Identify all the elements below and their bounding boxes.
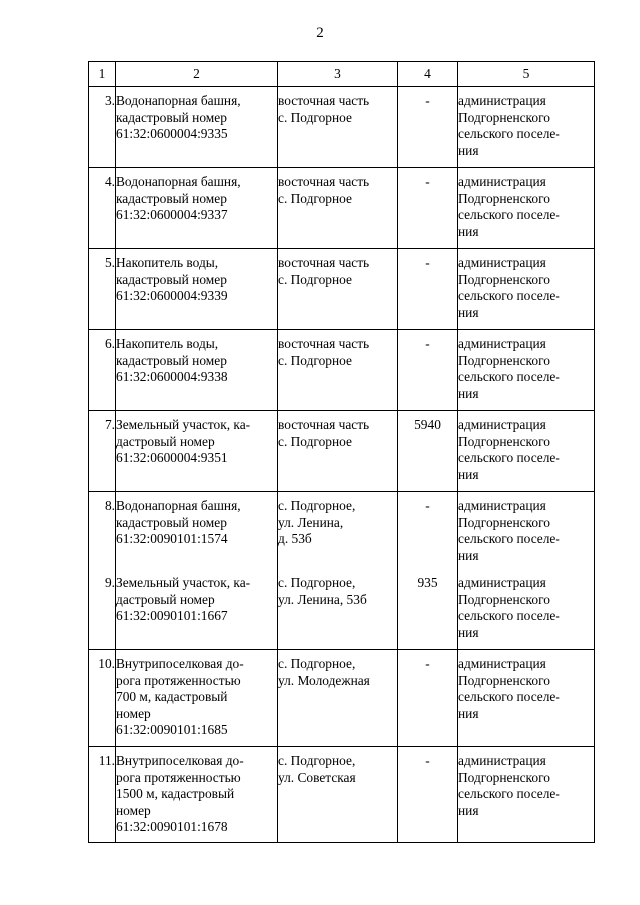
object-area: - <box>398 492 458 570</box>
row-number: 6. <box>89 330 116 411</box>
object-name: Внутрипоселковая до- рога протяженностью 700 м, кадастровый номер 61:32:0090101:1685 <box>116 650 278 747</box>
object-owner: администрация Подгорненского сельского поселе- ния <box>458 249 595 330</box>
object-location: восточная часть с. Подгорное <box>278 330 398 411</box>
object-area: - <box>398 168 458 249</box>
property-table <box>88 61 595 843</box>
row-number: 4. <box>89 168 116 249</box>
row-number: 10. <box>89 650 116 747</box>
row-number: 9. <box>89 569 116 650</box>
object-owner: администрация Подгорненского сельского поселе- ния <box>458 411 595 492</box>
column-header-2: 2 <box>116 62 278 87</box>
object-area: - <box>398 87 458 168</box>
object-name: Земельный участок, ка- дастровый номер 61:32:0600004:9351 <box>116 411 278 492</box>
object-name: Земельный участок, ка- дастровый номер 61:32:0090101:1667 <box>116 569 278 650</box>
object-owner: администрация Подгорненского сельского поселе- ния <box>458 747 595 843</box>
row-number: 5. <box>89 249 116 330</box>
table-row <box>89 747 595 843</box>
table-row <box>89 569 595 650</box>
column-header-5: 5 <box>458 62 595 87</box>
object-location: восточная часть с. Подгорное <box>278 249 398 330</box>
object-area: 935 <box>398 569 458 650</box>
object-owner: администрация Подгорненского сельского поселе- ния <box>458 569 595 650</box>
object-location: с. Подгорное, ул. Ленина, 53б <box>278 569 398 650</box>
object-name: Накопитель воды, кадастровый номер 61:32:0600004:9338 <box>116 330 278 411</box>
table-row <box>89 330 595 411</box>
table-row <box>89 87 595 168</box>
table-row <box>89 411 595 492</box>
object-area: - <box>398 650 458 747</box>
row-number: 8. <box>89 492 116 570</box>
object-location: восточная часть с. Подгорное <box>278 411 398 492</box>
object-name: Водонапорная башня, кадастровый номер 61:32:0600004:9337 <box>116 168 278 249</box>
object-location: с. Подгорное, ул. Ленина, д. 53б <box>278 492 398 570</box>
object-owner: администрация Подгорненского сельского поселе- ния <box>458 650 595 747</box>
object-location: восточная часть с. Подгорное <box>278 168 398 249</box>
object-owner: администрация Подгорненского сельского поселе- ния <box>458 492 595 570</box>
object-area: 5940 <box>398 411 458 492</box>
object-area: - <box>398 747 458 843</box>
object-location: с. Подгорное, ул. Молодежная <box>278 650 398 747</box>
row-number: 11. <box>89 747 116 843</box>
row-number: 7. <box>89 411 116 492</box>
object-location: с. Подгорное, ул. Советская <box>278 747 398 843</box>
object-owner: администрация Подгорненского сельского поселе- ния <box>458 87 595 168</box>
column-header-1: 1 <box>89 62 116 87</box>
object-location: восточная часть с. Подгорное <box>278 87 398 168</box>
object-owner: администрация Подгорненского сельского поселе- ния <box>458 168 595 249</box>
object-name: Внутрипоселковая до- рога протяженностью 1500 м, кадастровый номер 61:32:0090101:1678 <box>116 747 278 843</box>
column-header-4: 4 <box>398 62 458 87</box>
table-header-row <box>89 62 595 87</box>
row-number: 3. <box>89 87 116 168</box>
table-row <box>89 492 595 570</box>
object-owner: администрация Подгорненского сельского поселе- ния <box>458 330 595 411</box>
object-area: - <box>398 249 458 330</box>
table-row <box>89 249 595 330</box>
object-area: - <box>398 330 458 411</box>
object-name: Водонапорная башня, кадастровый номер 61:32:0090101:1574 <box>116 492 278 570</box>
column-header-3: 3 <box>278 62 398 87</box>
table-row <box>89 650 595 747</box>
table-row <box>89 168 595 249</box>
object-name: Водонапорная башня, кадастровый номер 61:32:0600004:9335 <box>116 87 278 168</box>
page-number: 2 <box>316 25 324 41</box>
object-name: Накопитель воды, кадастровый номер 61:32:0600004:9339 <box>116 249 278 330</box>
